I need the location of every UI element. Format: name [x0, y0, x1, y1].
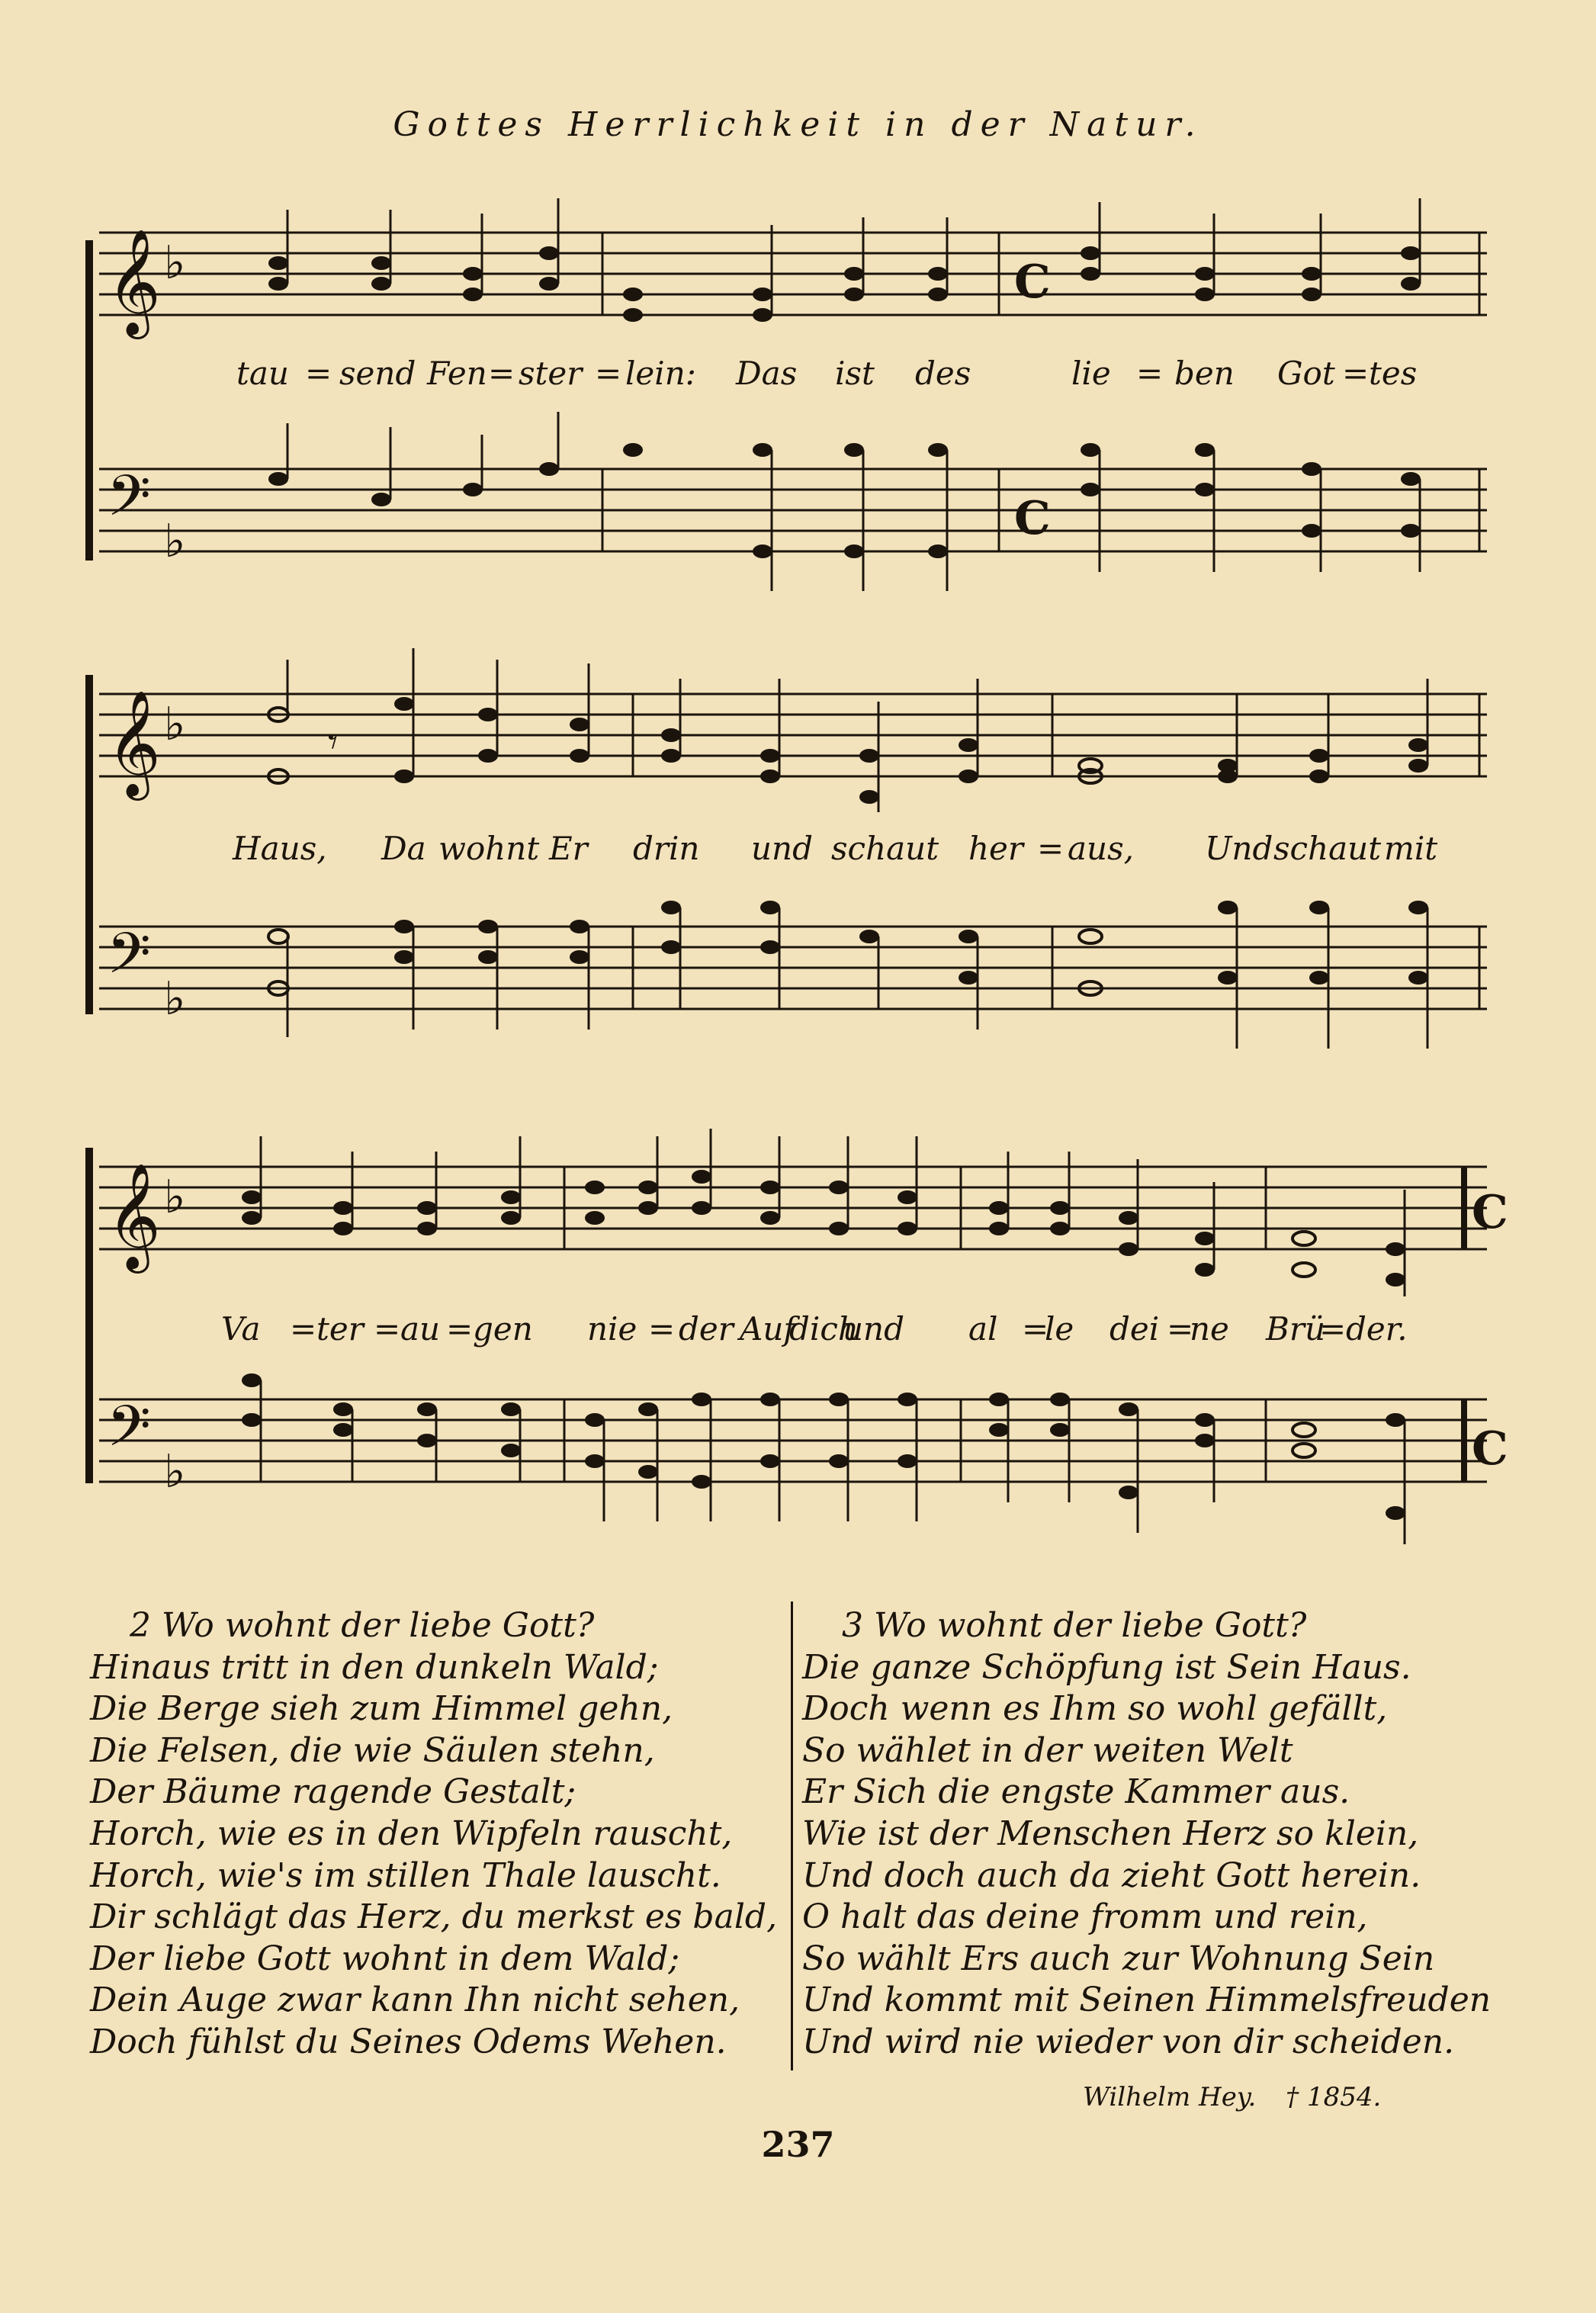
author-death-year: † 1854. [1286, 2082, 1382, 2112]
syllable: = [1167, 1310, 1194, 1348]
flat-icon: ♭ [164, 515, 186, 568]
bass-staff [99, 1388, 1508, 1540]
verse-line: Doch wenn es Ihm so wohl gefällt, [802, 1689, 1388, 1729]
flat-icon: ♭ [164, 1445, 186, 1499]
syllable: Er [549, 830, 588, 867]
common-time-icon: C [1014, 492, 1051, 545]
syllable: der. [1346, 1310, 1408, 1348]
syllable: au [400, 1310, 441, 1348]
syllable: der [679, 1310, 734, 1348]
syllable: = [595, 355, 622, 392]
syllable: ster [519, 355, 583, 392]
syllable: Das [736, 355, 798, 392]
syllable: = [446, 1310, 474, 1348]
author-credit [1083, 2082, 1381, 2112]
treble-staff [99, 1152, 1508, 1319]
syllable: schaut [831, 830, 939, 867]
treble-clef-icon: 𝄞 [107, 690, 161, 796]
syllable: al [968, 1310, 998, 1348]
flat-icon: ♭ [164, 1171, 186, 1224]
syllable: le [1045, 1310, 1074, 1348]
bass-clef-icon: 𝄢 [107, 1393, 151, 1473]
syllable: und [843, 1310, 904, 1348]
system-bracket [85, 240, 93, 561]
syllable: Haus, [233, 830, 327, 867]
syllable: = [290, 1310, 317, 1348]
verse-line: 3 Wo wohnt der liebe Gott? [842, 1606, 1307, 1645]
flat-icon: ♭ [164, 236, 186, 290]
verse-line: Der Bäume ragende Gestalt; [90, 1772, 576, 1812]
hymn-title: Gottes Herrlichkeit in der Natur. [393, 105, 1203, 144]
syllable: aus, [1068, 830, 1134, 867]
syllable: dich [789, 1310, 859, 1348]
author-name: Wilhelm Hey. [1083, 2082, 1257, 2112]
syllable: mit [1384, 830, 1438, 867]
syllable: des [915, 355, 971, 392]
syllable: ter [316, 1310, 364, 1348]
syllable: = [488, 355, 515, 392]
flat-icon: ♭ [164, 698, 186, 751]
verse-2 [90, 1605, 777, 2064]
syllable: = [1136, 355, 1164, 392]
syllable: schaut [1273, 830, 1382, 867]
verse-line: Er Sich die engste Kammer aus. [802, 1772, 1350, 1812]
verse-line: Dein Auge zwar kann Ihn nicht sehen, [90, 1981, 740, 2020]
verse-line: Horch, wie es in den Wipfeln rauscht, [90, 1813, 733, 1853]
syllable: = [374, 1310, 401, 1348]
verse-line: Und kommt mit Seinen Himmelsfreuden [802, 1981, 1492, 2020]
syllable: ist [835, 355, 875, 392]
syllable: tau [236, 355, 289, 392]
verse-line: Der liebe Gott wohnt in dem Wald; [90, 1939, 680, 1978]
common-time-icon: C [1472, 1186, 1508, 1239]
bass-clef-icon: 𝄢 [107, 463, 151, 543]
verse-line: So wählet in der weiten Welt [802, 1730, 1293, 1770]
common-time-icon: C [1014, 255, 1051, 309]
music-system-3 [99, 0, 1508, 1563]
syllable: lie [1071, 355, 1111, 392]
bass-clef-icon: 𝄢 [107, 920, 151, 1001]
verse-line: Die Felsen, die wie Säulen stehn, [90, 1730, 655, 1770]
syllable: = [1037, 830, 1065, 867]
syllable: gen [473, 1310, 533, 1348]
verse-line: O halt das deine fromm und rein, [802, 1897, 1368, 1937]
syllable: = [305, 355, 332, 392]
verse-line: So wählt Ers auch zur Wohnung Sein [802, 1939, 1435, 1978]
system-bracket [85, 675, 93, 1014]
verse-line: Die Berge sieh zum Himmel gehn, [90, 1689, 673, 1729]
syllable: und [751, 830, 813, 867]
verse-line: Dir schlägt das Herz, du merkst es bald, [90, 1897, 778, 1937]
syllable: Da [381, 830, 426, 867]
common-time-icon: C [1472, 1422, 1508, 1476]
syllable: dei [1109, 1310, 1160, 1348]
verse-line: Die ganze Schöpfung ist Sein Haus. [802, 1647, 1411, 1687]
syllable: Fen [427, 355, 487, 392]
verse-line: Wie ist der Menschen Herz so klein, [802, 1813, 1419, 1853]
syllable: Got [1277, 355, 1335, 392]
system-bracket [85, 1148, 93, 1483]
verse-line: Hinaus tritt in den dunkeln Wald; [90, 1647, 659, 1687]
syllable: tes [1369, 355, 1418, 392]
syllable: lein: [625, 355, 696, 392]
lyrics-line-3 [99, 1310, 1487, 1356]
syllable: wohnt [438, 830, 540, 867]
syllable: = [648, 1310, 676, 1348]
verse-line: Und doch auch da zieht Gott herein. [802, 1855, 1421, 1895]
flat-icon: ♭ [164, 972, 186, 1026]
syllable: ben [1174, 355, 1235, 392]
verse-line: 2 Wo wohnt der liebe Gott? [130, 1606, 595, 1645]
page-number: 237 [761, 2124, 835, 2165]
verse-3 [802, 1605, 1491, 2064]
column-divider [791, 1601, 793, 2070]
verse-line: Doch fühlst du Seines Odems Wehen. [90, 2022, 727, 2061]
verse-line: Und wird nie wieder von dir scheiden. [802, 2022, 1455, 2061]
syllable: Auf [740, 1310, 795, 1348]
syllable: = [1319, 1310, 1347, 1348]
syllable: Und [1205, 830, 1273, 867]
treble-clef-icon: 𝄞 [107, 229, 161, 335]
syllable: nie [587, 1310, 637, 1348]
syllable: Brü [1266, 1310, 1325, 1348]
rest-icon: 𝄾 [328, 720, 339, 764]
syllable: send [339, 355, 416, 392]
syllable: ne [1190, 1310, 1229, 1348]
syllable: = [1022, 1310, 1049, 1348]
syllable: drin [633, 830, 700, 867]
verse-line: Horch, wie's im stillen Thale lauscht. [90, 1855, 721, 1895]
treble-clef-icon: 𝄞 [107, 1163, 161, 1269]
syllable: her [968, 830, 1023, 867]
syllable: = [1342, 355, 1370, 392]
syllable: Va [221, 1310, 261, 1348]
